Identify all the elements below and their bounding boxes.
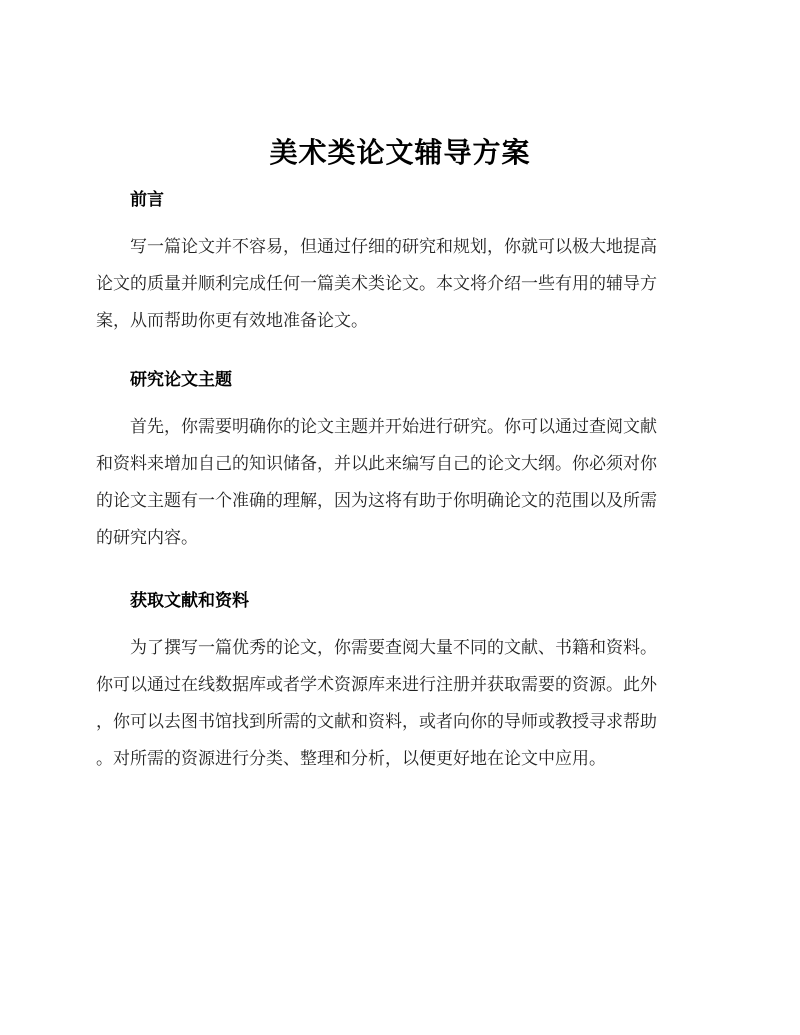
paragraph-line: 你可以通过在线数据库或者学术资源库来进行注册并获取需要的资源。此外 <box>96 675 657 695</box>
paragraph-line: 案，从而帮助你更有效地准备论文。 <box>96 311 368 331</box>
document-title: 美术类论文辅导方案 <box>269 136 531 169</box>
section-paragraph-preface <box>96 229 704 340</box>
paragraph-line: 写一篇论文并不容易，但通过仔细的研究和规划，你就可以极大地提高 <box>130 237 657 257</box>
section-heading-preface: 前言 <box>130 190 164 210</box>
paragraph-line: 的研究内容。 <box>96 528 198 548</box>
paragraph-line: 的论文主题有一个准确的理解，因为这将有助于你明确论文的范围以及所需 <box>96 491 657 511</box>
paragraph-line: 论文的质量并顺利完成任何一篇美术类论文。本文将介绍一些有用的辅导方 <box>96 274 657 294</box>
paragraph-line: 和资料来增加自己的知识储备，并以此来编写自己的论文大纲。你必须对你 <box>96 454 657 474</box>
paragraph-line: 为了撰写一篇优秀的论文，你需要查阅大量不同的文献、书籍和资料。 <box>130 638 657 658</box>
section-heading-research-topic: 研究论文主题 <box>130 370 232 390</box>
section-paragraph-research-topic <box>96 409 704 557</box>
section-paragraph-literature <box>96 630 704 778</box>
paragraph-line: 首先，你需要明确你的论文主题并开始进行研究。你可以通过查阅文献 <box>130 417 657 437</box>
section-heading-literature: 获取文献和资料 <box>130 591 249 611</box>
paragraph-line: ，你可以去图书馆找到所需的文献和资料，或者向你的导师或教授寻求帮助 <box>96 712 657 732</box>
paragraph-line: 。对所需的资源进行分类、整理和分析，以便更好地在论文中应用。 <box>96 749 606 769</box>
